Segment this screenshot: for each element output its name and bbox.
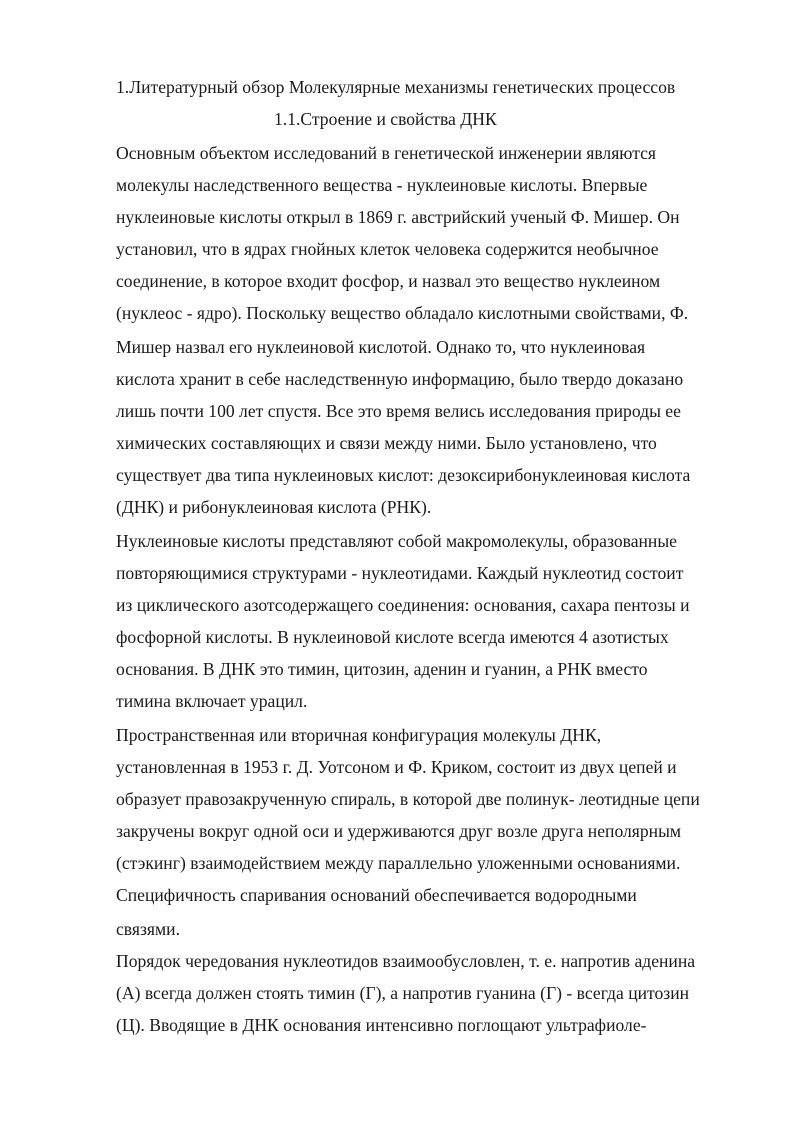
body-text-line: Нуклеиновые кислоты представляют собой макромолекулы, образованные: [116, 531, 677, 551]
body-text-line: связями.: [116, 919, 180, 939]
body-text-line: из циклического азотсодержащего соединения: основания, сахара пентозы и: [116, 595, 690, 615]
body-text-line: образует правозакрученную спираль, в которой две полинук- леотидные цепи: [116, 789, 700, 809]
body-text-line: Пространственная или вторичная конфигурация молекулы ДНК,: [116, 725, 602, 745]
body-text-line: (стэкинг) взаимодействием между параллельно уложенными основаниями.: [116, 853, 681, 873]
body-text-line: (А) всегда должен стоять тимин (Г), а напротив гуанина (Г) - всегда цитозин: [116, 983, 690, 1003]
body-text-line: Мишер назвал его нуклеиновой кислотой. Однако то, что нуклеиновая: [116, 337, 646, 357]
body-text-line: кислота хранит в себе наследственную информацию, было твердо доказано: [116, 369, 684, 389]
body-text-line: (Ц). Вводящие в ДНК основания интенсивно поглощают ультрафиоле-: [116, 1015, 647, 1035]
body-text-line: тимина включает урацил.: [116, 691, 308, 711]
body-text-line: химических составляющих и связи между ними. Было установлено, что: [116, 433, 657, 453]
body-text-line: установленная в 1953 г. Д. Уотсоном и Ф. Криком, состоит из двух цепей и: [116, 757, 677, 777]
body-text-line: молекулы наследственного вещества - нуклеиновые кислоты. Впервые: [116, 175, 648, 195]
body-text-line: соединение, в которое входит фосфор, и назвал это вещество нуклеином: [116, 271, 661, 291]
body-text-line: фосфорной кислоты. В нуклеиновой кислоте всегда имеются 4 азотистых: [116, 627, 669, 647]
body-text-line: установил, что в ядрах гнойных клеток человека содержится необычное: [116, 239, 659, 259]
subsection-heading: 1.1.Строение и свойства ДНК: [274, 109, 497, 129]
section-heading: 1.Литературный обзор Молекулярные механизмы генетических процессов: [116, 77, 676, 97]
body-text-line: (нуклеос - ядро). Поскольку вещество обладало кислотными свойствами, Ф.: [116, 303, 689, 323]
body-text-line: существует два типа нуклеиновых кислот: дезоксирибонуклеиновая кислота: [116, 465, 691, 485]
body-text-line: закручены вокруг одной оси и удерживаются друг возле друга неполярным: [116, 821, 682, 841]
body-text-line: лишь почти 100 лет спустя. Все это время велись исследования природы ее: [116, 401, 681, 421]
body-text-line: Основным объектом исследований в генетической инженерии являются: [116, 143, 657, 163]
body-text-line: нуклеиновые кислоты открыл в 1869 г. австрийский ученый Ф. Мишер. Он: [116, 207, 680, 227]
body-text-line: (ДНК) и рибонуклеиновая кислота (РНК).: [116, 497, 432, 517]
body-text-line: основания. В ДНК это тимин, цитозин, аденин и гуанин, а РНК вместо: [116, 659, 648, 679]
body-text-line: Специфичность спаривания оснований обеспечивается водородными: [116, 885, 637, 905]
body-text-line: повторяющимися структурами - нуклеотидами. Каждый нуклеотид состоит: [116, 563, 684, 583]
body-text-line: Порядок чередования нуклеотидов взаимообусловлен, т. е. напротив аденина: [116, 951, 696, 971]
